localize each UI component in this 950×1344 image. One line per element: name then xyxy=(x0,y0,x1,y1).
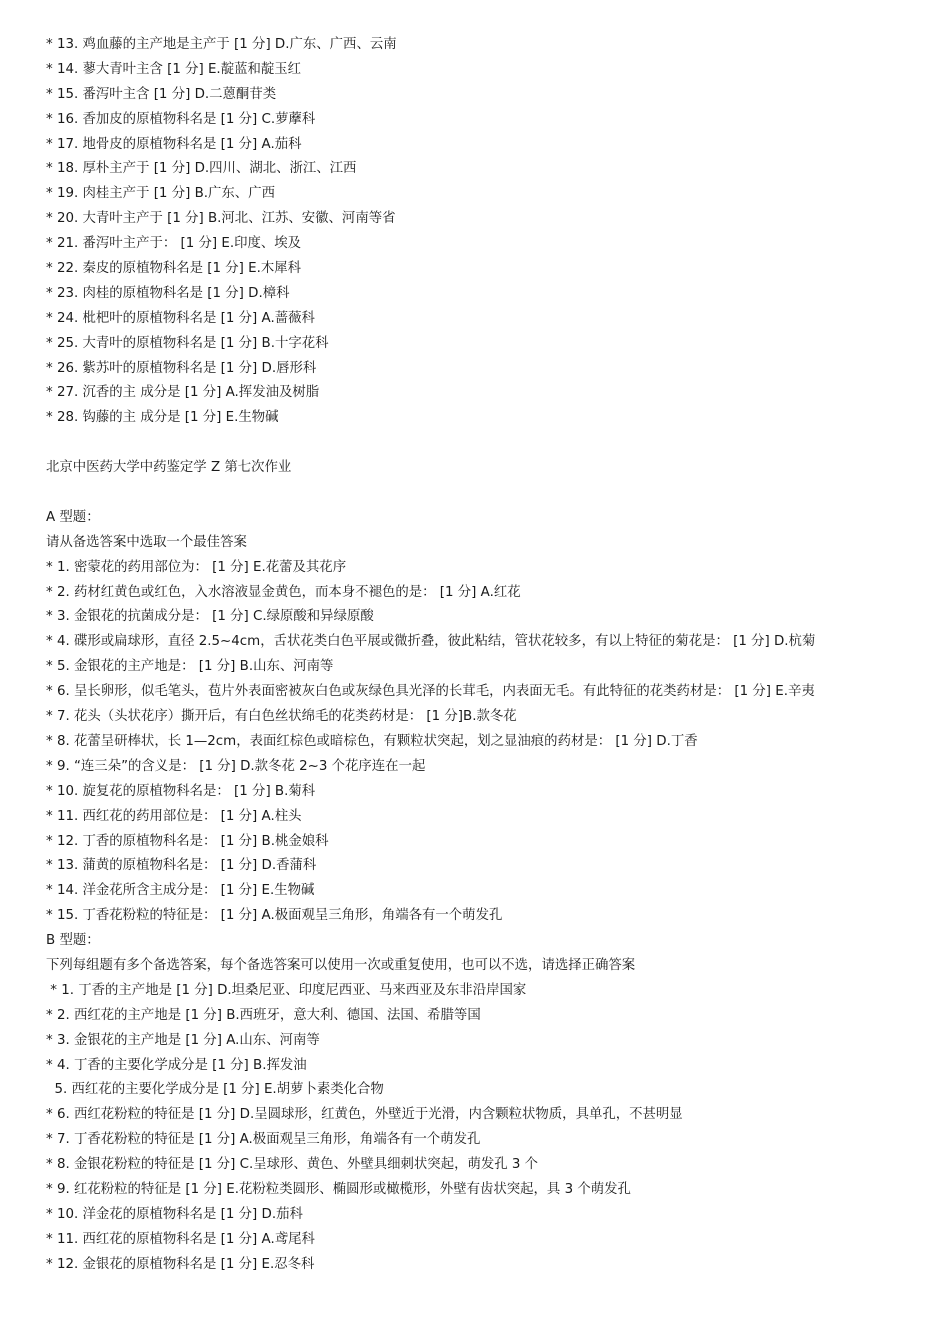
answer-line: * 11. 西红花的原植物科名是 [1 分] A.鸢尾科 xyxy=(46,1231,315,1247)
answer-line: * 13. 鸡血藤的主产地是主产于 [1 分] D.广东、广西、云南 xyxy=(46,37,397,52)
blank-line xyxy=(46,431,936,456)
answer-line: * 10. 旋复花的原植物科名是： [1 分] B.菊科 xyxy=(46,783,316,799)
answer-line: * 27. 沉香的主 成分是 [1 分] A.挥发油及树脂 xyxy=(46,385,320,401)
answer-line: * 16. 香加皮的原植物科名是 [1 分] C.萝藦科 xyxy=(46,111,316,127)
answer-line: * 25. 大青叶的原植物科名是 [1 分] B.十字花科 xyxy=(46,335,329,351)
b-type-heading: B 型题： xyxy=(46,933,100,949)
document-body xyxy=(46,33,936,1278)
answer-line: * 10. 洋金花的原植物科名是 [1 分] D.茄科 xyxy=(46,1206,303,1222)
answer-line: * 1. 密蒙花的药用部位为： [1 分] E.花蕾及其花序 xyxy=(46,559,347,575)
answer-line: * 6. 呈长卵形，似毛笔头，苞片外表面密被灰白色或灰绿色具光泽的长茸毛，内表面无毛。有此特征的花类药材是： [1 分] E.辛夷 xyxy=(46,684,815,700)
answer-line: * 24. 枇杷叶的原植物科名是 [1 分] A.蔷薇科 xyxy=(46,310,315,326)
answer-line: * 3. 金银花的主产地是 [1 分] A.山东、河南等 xyxy=(46,1032,320,1048)
answer-line: * 15. 丁香花粉粒的特征是： [1 分] A.极面观呈三角形，角端各有一个萌发孔 xyxy=(46,908,503,924)
answer-line: * 28. 钩藤的主 成分是 [1 分] E.生物碱 xyxy=(46,410,279,426)
section-title: 北京中医药大学中药鉴定学 Z 第七次作业 xyxy=(46,460,292,476)
answer-line: * 8. 花蕾呈研棒状，长 1—2cm，表面红棕色或暗棕色，有颗粒状突起，划之显油痕的药材是： [1 分] D.丁香 xyxy=(46,733,698,749)
b-type-instruction: 下列每组题有多个备选答案，每个备选答案可以使用一次或重复使用，也可以不选，请选择正确答案 xyxy=(46,957,636,973)
answer-line: * 9. “连三朵”的含义是： [1 分] D.款冬花 2~3 个花序连在一起 xyxy=(46,758,426,774)
answer-line: * 3. 金银花的抗菌成分是： [1 分] C.绿原酸和异绿原酸 xyxy=(46,609,374,625)
answer-line: * 8. 金银花粉粒的特征是 [1 分] C.呈球形、黄色、外壁具细刺状突起，萌发孔 3 个 xyxy=(46,1157,539,1173)
answer-line: * 19. 肉桂主产于 [1 分] B.广东、广西 xyxy=(46,186,275,202)
answer-line: * 21. 番泻叶主产于： [1 分] E.印度、埃及 xyxy=(46,236,302,252)
answer-line: * 22. 秦皮的原植物科名是 [1 分] E.木犀科 xyxy=(46,261,302,277)
answer-line: * 14. 蓼大青叶主含 [1 分] E.靛蓝和靛玉红 xyxy=(46,61,302,77)
answer-line: * 5. 金银花的主产地是： [1 分] B.山东、河南等 xyxy=(46,659,334,675)
answer-line: * 14. 洋金花所含主成分是： [1 分] E.生物碱 xyxy=(46,883,315,899)
answer-line: * 2. 药材红黄色或红色，入水溶液显金黄色，而本身不褪色的是： [1 分] A.红花 xyxy=(46,584,521,600)
answer-line: * 4. 碟形或扁球形，直径 2.5~4cm，舌状花类白色平展或微折叠，彼此粘结，管状花较多，有以上特征的菊花是： [1 分] D.杭菊 xyxy=(46,634,816,650)
answer-line: * 7. 花头（头状花序）撕开后，有白色丝状绵毛的花类药材是： [1 分]B.款冬花 xyxy=(46,709,517,725)
b-type-answers-list xyxy=(46,979,936,1278)
answer-line: * 15. 番泻叶主含 [1 分] D.二蒽酮苷类 xyxy=(46,86,277,102)
answer-line: * 23. 肉桂的原植物科名是 [1 分] D.樟科 xyxy=(46,285,290,301)
answer-line: * 20. 大青叶主产于 [1 分] B.河北、江苏、安徽、河南等省 xyxy=(46,211,396,227)
a-type-heading: A 型题： xyxy=(46,509,100,525)
answer-line: * 11. 西红花的药用部位是： [1 分] A.柱头 xyxy=(46,808,302,824)
answer-line: * 18. 厚朴主产于 [1 分] D.四川、湖北、浙江、江西 xyxy=(46,161,357,177)
answer-line: * 1. 丁香的主产地是 [1 分] D.坦桑尼亚、印度尼西亚、马来西亚及东非沿岸国家 xyxy=(46,982,527,998)
answer-line: * 6. 西红花粉粒的特征是 [1 分] D.呈圆球形，红黄色，外壁近于光滑，内含颗粒状物质，具单孔，不甚明显 xyxy=(46,1107,683,1123)
answer-line: * 7. 丁香花粉粒的特征是 [1 分] A.极面观呈三角形，角端各有一个萌发孔 xyxy=(46,1132,481,1148)
answer-line: * 26. 紫苏叶的原植物科名是 [1 分] D.唇形科 xyxy=(46,360,317,376)
answer-line: * 13. 蒲黄的原植物科名是： [1 分] D.香蒲科 xyxy=(46,858,317,874)
answer-line: * 12. 丁香的原植物科名是： [1 分] B.桃金娘科 xyxy=(46,833,329,849)
previous-answers-list xyxy=(46,33,936,431)
answer-line: * 4. 丁香的主要化学成分是 [1 分] B.挥发油 xyxy=(46,1057,307,1073)
blank-line xyxy=(46,481,936,506)
a-type-instruction: 请从备选答案中选取一个最佳答案 xyxy=(46,534,247,550)
answer-line: * 17. 地骨皮的原植物科名是 [1 分] A.茄科 xyxy=(46,136,302,152)
answer-line: * 12. 金银花的原植物科名是 [1 分] E.忍冬科 xyxy=(46,1256,315,1272)
answer-line: * 2. 西红花的主产地是 [1 分] B.西班牙，意大利、德国、法国、希腊等国 xyxy=(46,1007,481,1023)
a-type-answers-list xyxy=(46,556,936,929)
answer-line: * 9. 红花粉粒的特征是 [1 分] E.花粉粒类圆形、椭圆形或橄榄形，外壁有齿状突起，具 3 个萌发孔 xyxy=(46,1181,631,1197)
answer-line: 5. 西红花的主要化学成分是 [1 分] E.胡萝卜素类化合物 xyxy=(46,1082,384,1098)
